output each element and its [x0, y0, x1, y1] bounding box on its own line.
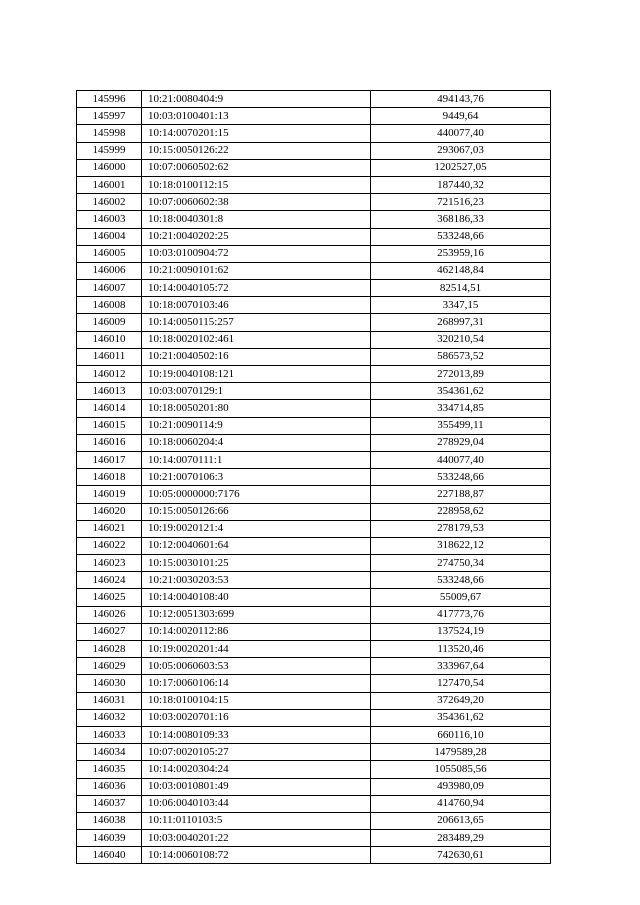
- cadastral-number-cell: 10:15:0050126:22: [142, 142, 371, 159]
- amount-cell: 533248,66: [371, 572, 551, 589]
- amount-cell: 253959,16: [371, 245, 551, 262]
- amount-cell: 278929,04: [371, 434, 551, 451]
- table-row: [77, 211, 551, 228]
- cadastral-number-cell: 10:18:0060204:4: [142, 434, 371, 451]
- table-row: [77, 297, 551, 314]
- amount-cell: 3347,15: [371, 297, 551, 314]
- cadastral-number-cell: 10:05:0060603:53: [142, 658, 371, 675]
- amount-cell: 82514,51: [371, 280, 551, 297]
- record-id-cell: 146006: [77, 262, 142, 279]
- amount-cell: 462148,84: [371, 262, 551, 279]
- cadastral-number-cell: 10:19:0020201:44: [142, 641, 371, 658]
- cadastral-number-cell: 10:15:0030101:25: [142, 555, 371, 572]
- table-row: [77, 658, 551, 675]
- amount-cell: 533248,66: [371, 469, 551, 486]
- record-id-cell: 146001: [77, 176, 142, 193]
- cadastral-number-cell: 10:03:0040201:22: [142, 830, 371, 847]
- cadastral-number-cell: 10:05:0000000:7176: [142, 486, 371, 503]
- record-id-cell: 145998: [77, 125, 142, 142]
- record-id-cell: 146035: [77, 761, 142, 778]
- table-row: [77, 142, 551, 159]
- cadastral-number-cell: 10:18:0100112:15: [142, 176, 371, 193]
- amount-cell: 354361,62: [371, 383, 551, 400]
- cadastral-number-cell: 10:17:0060106:14: [142, 675, 371, 692]
- table-row: [77, 245, 551, 262]
- amount-cell: 55009,67: [371, 589, 551, 606]
- records-table: [76, 90, 551, 864]
- record-id-cell: 146022: [77, 537, 142, 554]
- cadastral-number-cell: 10:07:0060502:62: [142, 159, 371, 176]
- record-id-cell: 145999: [77, 142, 142, 159]
- record-id-cell: 146031: [77, 692, 142, 709]
- cadastral-number-cell: 10:14:0020304:24: [142, 761, 371, 778]
- cadastral-number-cell: 10:14:0070201:15: [142, 125, 371, 142]
- amount-cell: 354361,62: [371, 709, 551, 726]
- amount-cell: 660116,10: [371, 726, 551, 743]
- table-row: [77, 623, 551, 640]
- record-id-cell: 146003: [77, 211, 142, 228]
- table-row: [77, 761, 551, 778]
- record-id-cell: 145996: [77, 91, 142, 108]
- cadastral-number-cell: 10:06:0040103:44: [142, 795, 371, 812]
- table-row: [77, 641, 551, 658]
- table-row: [77, 434, 551, 451]
- amount-cell: 320210,54: [371, 331, 551, 348]
- record-id-cell: 146014: [77, 400, 142, 417]
- table-row: [77, 795, 551, 812]
- cadastral-number-cell: 10:18:0070103:46: [142, 297, 371, 314]
- cadastral-number-cell: 10:21:0030203:53: [142, 572, 371, 589]
- record-id-cell: 146013: [77, 383, 142, 400]
- amount-cell: 293067,03: [371, 142, 551, 159]
- table-row: [77, 726, 551, 743]
- amount-cell: 227188,87: [371, 486, 551, 503]
- cadastral-number-cell: 10:21:0090101:62: [142, 262, 371, 279]
- record-id-cell: 146029: [77, 658, 142, 675]
- table-row: [77, 125, 551, 142]
- record-id-cell: 146007: [77, 280, 142, 297]
- amount-cell: 414760,94: [371, 795, 551, 812]
- record-id-cell: 146023: [77, 555, 142, 572]
- cadastral-number-cell: 10:03:0100401:13: [142, 108, 371, 125]
- cadastral-number-cell: 10:18:0040301:8: [142, 211, 371, 228]
- table-row: [77, 176, 551, 193]
- amount-cell: 113520,46: [371, 641, 551, 658]
- table-row: [77, 280, 551, 297]
- cadastral-number-cell: 10:14:0040108:40: [142, 589, 371, 606]
- table-row: [77, 692, 551, 709]
- table-row: [77, 108, 551, 125]
- records-table-body: [77, 91, 551, 864]
- amount-cell: 440077,40: [371, 125, 551, 142]
- table-row: [77, 503, 551, 520]
- amount-cell: 742630,61: [371, 847, 551, 864]
- cadastral-number-cell: 10:14:0020112:86: [142, 623, 371, 640]
- cadastral-number-cell: 10:14:0070111:1: [142, 451, 371, 468]
- amount-cell: 187440,32: [371, 176, 551, 193]
- amount-cell: 9449,64: [371, 108, 551, 125]
- record-id-cell: 146010: [77, 331, 142, 348]
- record-id-cell: 146016: [77, 434, 142, 451]
- record-id-cell: 146025: [77, 589, 142, 606]
- table-row: [77, 486, 551, 503]
- cadastral-number-cell: 10:19:0040108:121: [142, 366, 371, 383]
- cadastral-number-cell: 10:03:0100904:72: [142, 245, 371, 262]
- table-row: [77, 847, 551, 864]
- amount-cell: 1202527,05: [371, 159, 551, 176]
- table-row: [77, 606, 551, 623]
- cadastral-number-cell: 10:14:0060108:72: [142, 847, 371, 864]
- amount-cell: 1479589,28: [371, 744, 551, 761]
- record-id-cell: 146018: [77, 469, 142, 486]
- amount-cell: 137524,19: [371, 623, 551, 640]
- table-row: [77, 262, 551, 279]
- record-id-cell: 146012: [77, 366, 142, 383]
- table-row: [77, 366, 551, 383]
- record-id-cell: 146002: [77, 194, 142, 211]
- record-id-cell: 146026: [77, 606, 142, 623]
- amount-cell: 586573,52: [371, 348, 551, 365]
- cadastral-number-cell: 10:18:0100104:15: [142, 692, 371, 709]
- record-id-cell: 146015: [77, 417, 142, 434]
- amount-cell: 272013,89: [371, 366, 551, 383]
- table-row: [77, 159, 551, 176]
- table-row: [77, 555, 551, 572]
- cadastral-number-cell: 10:18:0050201:80: [142, 400, 371, 417]
- record-id-cell: 146039: [77, 830, 142, 847]
- record-id-cell: 146034: [77, 744, 142, 761]
- cadastral-number-cell: 10:07:0020105:27: [142, 744, 371, 761]
- cadastral-number-cell: 10:18:0020102:461: [142, 331, 371, 348]
- table-row: [77, 91, 551, 108]
- table-row: [77, 709, 551, 726]
- record-id-cell: 146008: [77, 297, 142, 314]
- record-id-cell: 146021: [77, 520, 142, 537]
- amount-cell: 1055085,56: [371, 761, 551, 778]
- table-row: [77, 348, 551, 365]
- cadastral-number-cell: 10:19:0020121:4: [142, 520, 371, 537]
- table-row: [77, 830, 551, 847]
- table-row: [77, 812, 551, 829]
- cadastral-number-cell: 10:21:0040502:16: [142, 348, 371, 365]
- amount-cell: 372649,20: [371, 692, 551, 709]
- table-row: [77, 417, 551, 434]
- record-id-cell: 146038: [77, 812, 142, 829]
- amount-cell: 533248,66: [371, 228, 551, 245]
- cadastral-number-cell: 10:03:0070129:1: [142, 383, 371, 400]
- table-row: [77, 589, 551, 606]
- cadastral-number-cell: 10:21:0040202:25: [142, 228, 371, 245]
- record-id-cell: 146028: [77, 641, 142, 658]
- amount-cell: 318622,12: [371, 537, 551, 554]
- amount-cell: 417773,76: [371, 606, 551, 623]
- record-id-cell: 146017: [77, 451, 142, 468]
- table-row: [77, 675, 551, 692]
- cadastral-number-cell: 10:21:0090114:9: [142, 417, 371, 434]
- table-row: [77, 778, 551, 795]
- table-row: [77, 520, 551, 537]
- table-row: [77, 451, 551, 468]
- table-row: [77, 194, 551, 211]
- record-id-cell: 146032: [77, 709, 142, 726]
- record-id-cell: 146020: [77, 503, 142, 520]
- record-id-cell: 146000: [77, 159, 142, 176]
- table-row: [77, 537, 551, 554]
- record-id-cell: 146004: [77, 228, 142, 245]
- cadastral-number-cell: 10:03:0020701:16: [142, 709, 371, 726]
- table-row: [77, 314, 551, 331]
- amount-cell: 334714,85: [371, 400, 551, 417]
- cadastral-number-cell: 10:03:0010801:49: [142, 778, 371, 795]
- amount-cell: 721516,23: [371, 194, 551, 211]
- amount-cell: 494143,76: [371, 91, 551, 108]
- cadastral-number-cell: 10:15:0050126:66: [142, 503, 371, 520]
- record-id-cell: 146036: [77, 778, 142, 795]
- amount-cell: 278179,53: [371, 520, 551, 537]
- amount-cell: 206613,65: [371, 812, 551, 829]
- cadastral-number-cell: 10:12:0051303:699: [142, 606, 371, 623]
- table-row: [77, 400, 551, 417]
- record-id-cell: 146030: [77, 675, 142, 692]
- cadastral-number-cell: 10:14:0040105:72: [142, 280, 371, 297]
- record-id-cell: 146027: [77, 623, 142, 640]
- cadastral-number-cell: 10:07:0060602:38: [142, 194, 371, 211]
- record-id-cell: 145997: [77, 108, 142, 125]
- cadastral-number-cell: 10:14:0050115:257: [142, 314, 371, 331]
- record-id-cell: 146040: [77, 847, 142, 864]
- cadastral-number-cell: 10:14:0080109:33: [142, 726, 371, 743]
- amount-cell: 283489,29: [371, 830, 551, 847]
- cadastral-number-cell: 10:21:0070106:3: [142, 469, 371, 486]
- record-id-cell: 146037: [77, 795, 142, 812]
- record-id-cell: 146009: [77, 314, 142, 331]
- table-row: [77, 744, 551, 761]
- cadastral-number-cell: 10:12:0040601:64: [142, 537, 371, 554]
- amount-cell: 228958,62: [371, 503, 551, 520]
- record-id-cell: 146033: [77, 726, 142, 743]
- amount-cell: 355499,11: [371, 417, 551, 434]
- amount-cell: 440077,40: [371, 451, 551, 468]
- table-row: [77, 228, 551, 245]
- table-row: [77, 383, 551, 400]
- record-id-cell: 146019: [77, 486, 142, 503]
- amount-cell: 368186,33: [371, 211, 551, 228]
- amount-cell: 268997,31: [371, 314, 551, 331]
- table-row: [77, 572, 551, 589]
- record-id-cell: 146005: [77, 245, 142, 262]
- record-id-cell: 146011: [77, 348, 142, 365]
- table-row: [77, 469, 551, 486]
- amount-cell: 274750,34: [371, 555, 551, 572]
- amount-cell: 127470,54: [371, 675, 551, 692]
- amount-cell: 333967,64: [371, 658, 551, 675]
- cadastral-number-cell: 10:21:0080404:9: [142, 91, 371, 108]
- record-id-cell: 146024: [77, 572, 142, 589]
- table-row: [77, 331, 551, 348]
- amount-cell: 493980,09: [371, 778, 551, 795]
- cadastral-number-cell: 10:11:0110103:5: [142, 812, 371, 829]
